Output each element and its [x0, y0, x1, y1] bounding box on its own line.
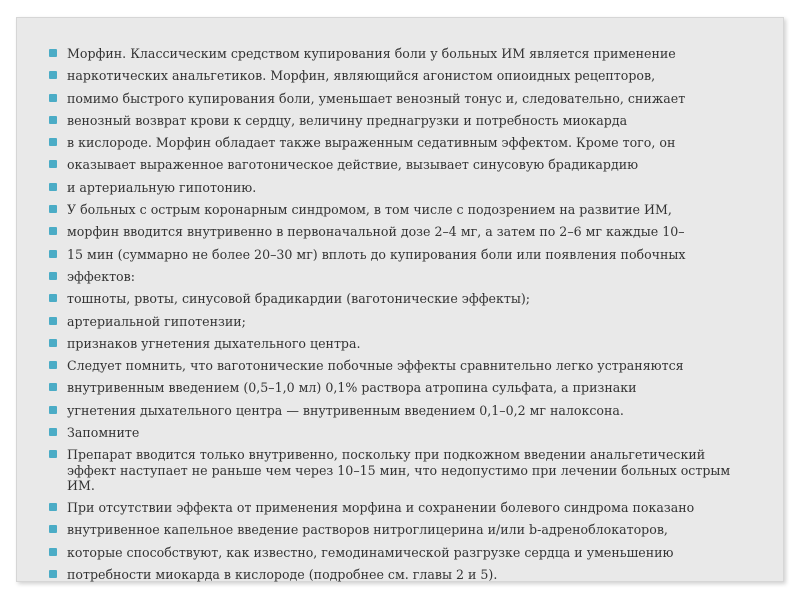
bullet-item: которые способствуют, как известно, гемодинамической разгрузке сердца и уменьшению: [47, 545, 737, 560]
bullet-item: При отсутствии эффекта от применения морфина и сохранении болевого синдрома показано: [47, 500, 737, 515]
bullet-item: Запомните: [47, 425, 737, 440]
bullet-item: потребности миокарда в кислороде (подробнее см. главы 2 и 5).: [47, 567, 737, 582]
bullet-item: венозный возврат крови к сердцу, величину преднагрузки и потребность миокарда: [47, 113, 737, 128]
bullet-item: Морфин. Классическим средством купирования боли у больных ИМ является применение: [47, 46, 737, 61]
bullet-item: Следует помнить, что ваготонические побочные эффекты сравнительно легко устраняются: [47, 358, 737, 373]
bullet-item: У больных с острым коронарным синдромом, в том числе с подозрением на развитие ИМ,: [47, 202, 737, 217]
bullet-list: [47, 46, 737, 589]
bullet-item: эффектов:: [47, 269, 737, 284]
bullet-item: 15 мин (суммарно не более 20–30 мг) вплоть до купирования боли или появления побочных: [47, 247, 737, 262]
bullet-item: внутривенное капельное введение растворов нитроглицерина и/или b-адреноблокаторов,: [47, 522, 737, 537]
content-panel: [16, 17, 784, 582]
bullet-item: признаков угнетения дыхательного центра.: [47, 336, 737, 351]
bullet-item: Препарат вводится только внутривенно, поскольку при подкожном введении анальгетический эффект наступает не раньше чем через 10–15 мин, что недопустимо при лечении больных острым ИМ.: [47, 447, 737, 493]
bullet-item: оказывает выраженное ваготоническое действие, вызывает синусовую брадикардию: [47, 157, 737, 172]
bullet-item: артериальной гипотензии;: [47, 314, 737, 329]
bullet-item: внутривенным введением (0,5–1,0 мл) 0,1% раствора атропина сульфата, а признаки: [47, 380, 737, 395]
bullet-item: и артериальную гипотонию.: [47, 180, 737, 195]
bullet-item: помимо быстрого купирования боли, уменьшает венозный тонус и, следовательно, снижает: [47, 91, 737, 106]
bullet-item: тошноты, рвоты, синусовой брадикардии (ваготонические эффекты);: [47, 291, 737, 306]
bullet-item: угнетения дыхательного центра — внутривенным введением 0,1–0,2 мг налоксона.: [47, 403, 737, 418]
bullet-item: в кислороде. Морфин обладает также выраженным седативным эффектом. Кроме того, он: [47, 135, 737, 150]
bullet-item: наркотических анальгетиков. Морфин, являющийся агонистом опиоидных рецепторов,: [47, 68, 737, 83]
bullet-item: морфин вводится внутривенно в первоначальной дозе 2–4 мг, а затем по 2–6 мг каждые 10–: [47, 224, 737, 239]
